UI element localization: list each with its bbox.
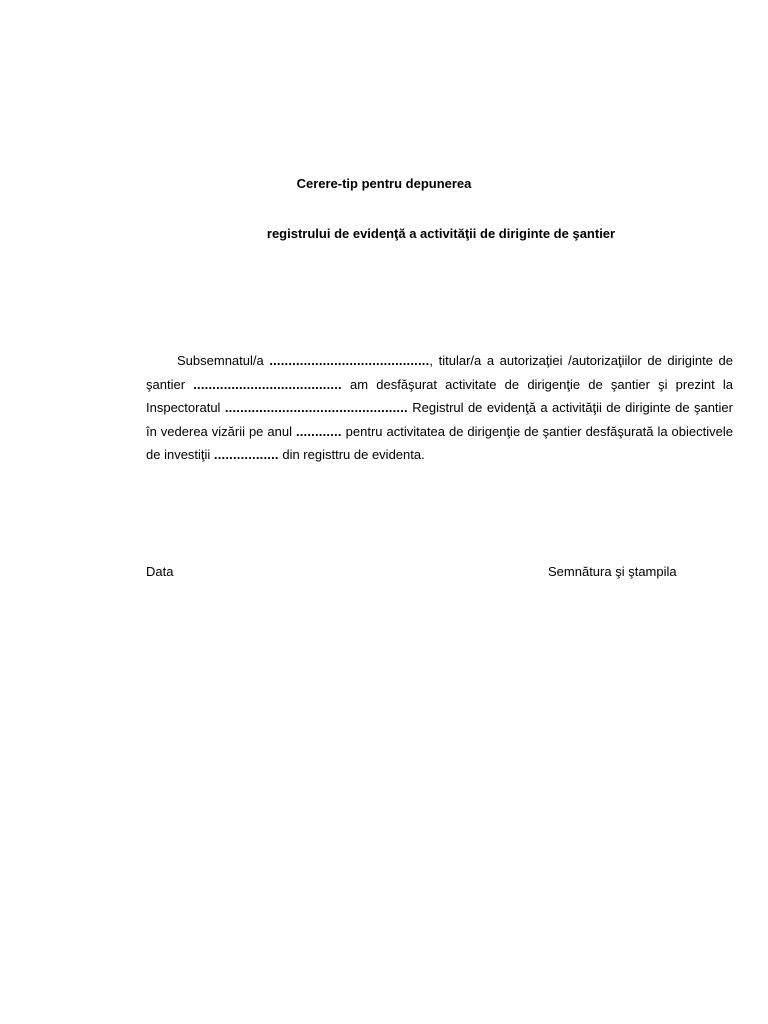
name-blank: .......................................... (269, 353, 430, 368)
request-paragraph (146, 349, 733, 467)
paragraph-text-1: Subsemnatul/a (177, 353, 270, 368)
inspectorate-blank: ................................................ (224, 400, 408, 415)
paragraph-text-2: , titular/a a autorizaţiei /autorizaţiilor de diriginte de şantier (146, 353, 733, 392)
signature-label: Semnătura şi ştampila (548, 564, 677, 579)
year-blank: ............ (295, 423, 342, 439)
date-label: Data (146, 564, 174, 579)
paragraph-text-4: Registrul de evidenţă a activităţii de diriginte de şantier în vederea vizării pe anul (146, 400, 733, 439)
paragraph-text-3: am desfăşurat activitate de dirigenţie de şantier şi prezint la Inspectoratul (146, 376, 733, 415)
document-title: Cerere-tip pentru depunerea (296, 176, 472, 191)
paragraph-text-5: pentru activitatea de dirigenţie de şantier desfăşurată la obiectivele de investiţii (146, 423, 733, 462)
paragraph-text-6: din registtru de evidenta. (278, 447, 425, 462)
authorization-blank: ....................................... (193, 376, 342, 392)
document-subtitle: registrului de evidenţă a activităţii de diriginte de şantier (266, 226, 616, 241)
objectives-blank: ................. (213, 447, 279, 462)
